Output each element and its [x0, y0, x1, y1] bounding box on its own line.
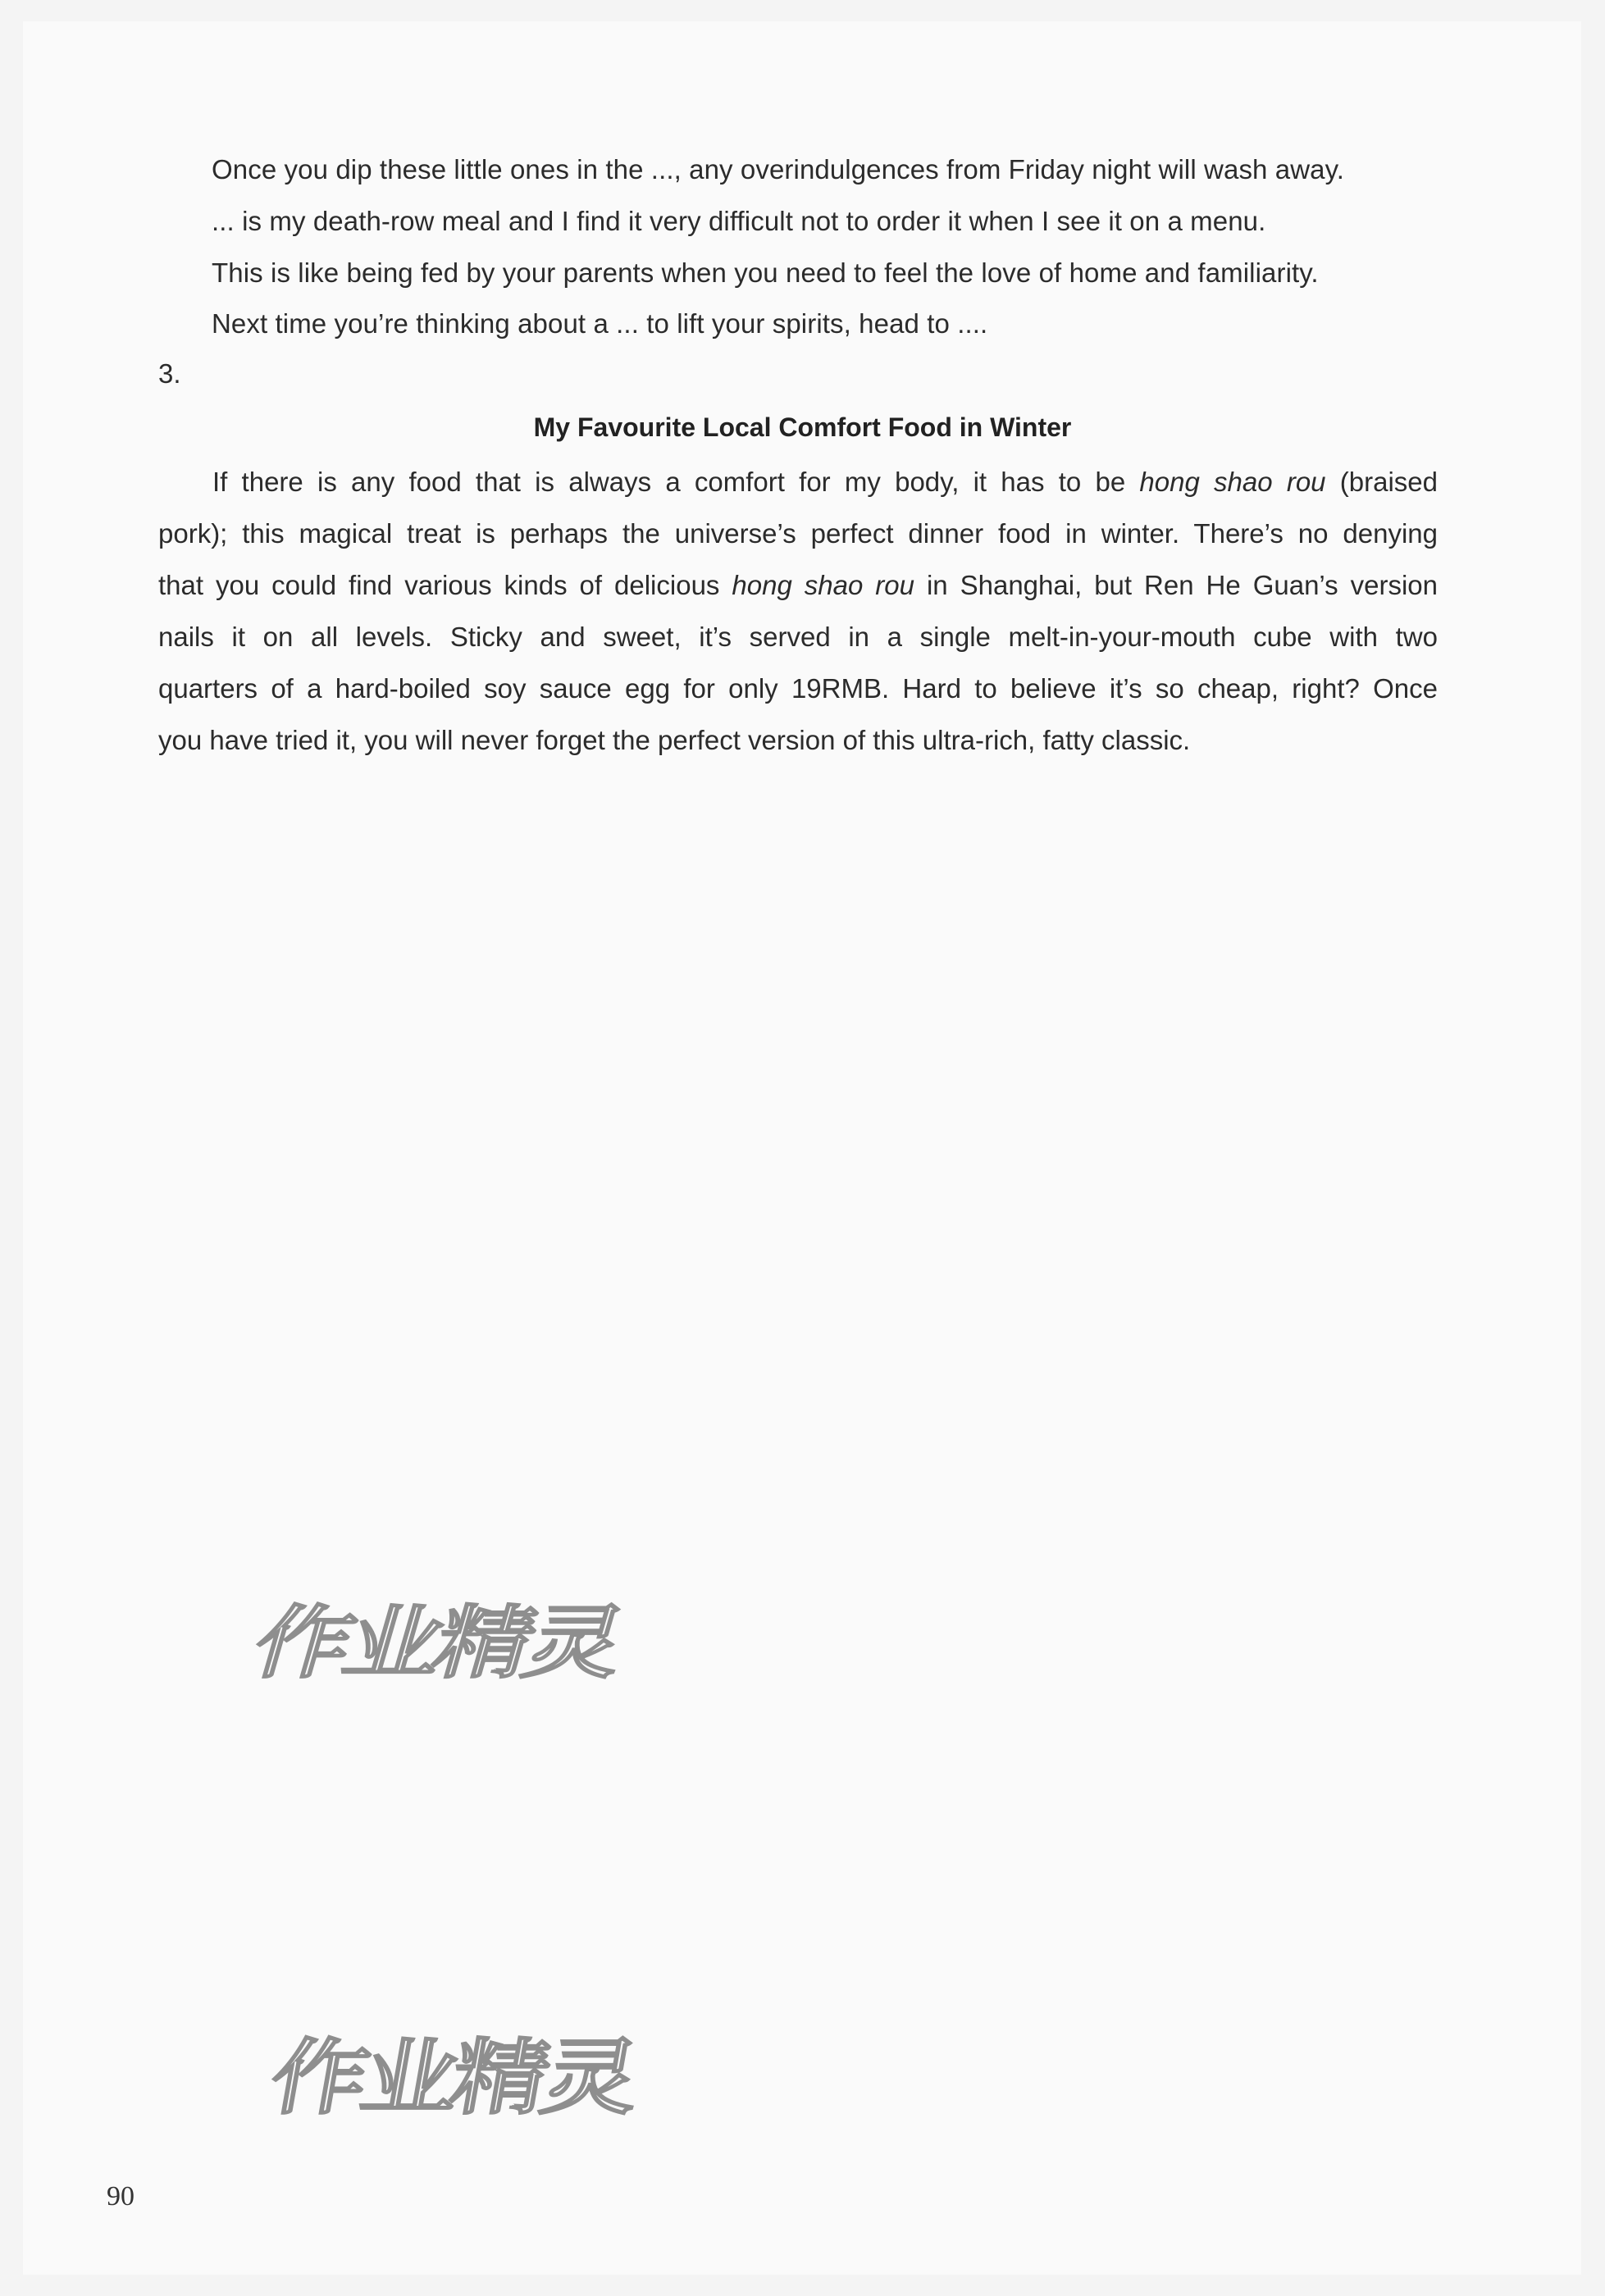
essay-line-4: nails it on all levels. Sticky and sweet, it’s served in a single melt-in-your-mouth cube with two	[158, 622, 1438, 652]
essay-line-5: quarters of a hard-boiled soy sauce egg for only 19RMB. Hard to believe it’s so cheap, right? Once	[158, 673, 1438, 704]
watermark-1: 作业精灵	[243, 1596, 631, 1689]
essay-paragraph	[158, 456, 1438, 766]
page-sheet	[23, 21, 1581, 2275]
essay-line-1: If there is any food that is always a comfort for my body, it has to be hong shao rou (braised	[212, 467, 1438, 497]
essay-line-3: that you could find various kinds of delicious hong shao rou in Shanghai, but Ren He Guan’s version	[158, 570, 1438, 600]
essay-line-2: pork); this magical treat is perhaps the universe’s perfect dinner food in winter. There’s no denying	[158, 518, 1438, 549]
phrase-4: Next time you’re thinking about a ... to lift your spirits, head to ....	[212, 308, 988, 339]
phrase-2: ... is my death-row meal and I find it very difficult not to order it when I see it on a menu.	[212, 206, 1266, 236]
phrase-3: This is like being fed by your parents when you need to feel the love of home and familiarity.	[212, 257, 1319, 288]
essay-line-6: you have tried it, you will never forget the perfect version of this ultra-rich, fatty classic.	[158, 725, 1191, 755]
essay-title: My Favourite Local Comfort Food in Winter	[533, 412, 1072, 442]
watermark-2: 作业精灵	[263, 2029, 641, 2126]
page-number: 90	[107, 2181, 135, 2212]
item-number: 3.	[158, 358, 181, 389]
phrase-1: Once you dip these little ones in the ..., any overindulgences from Friday night will wash away.	[212, 154, 1345, 184]
